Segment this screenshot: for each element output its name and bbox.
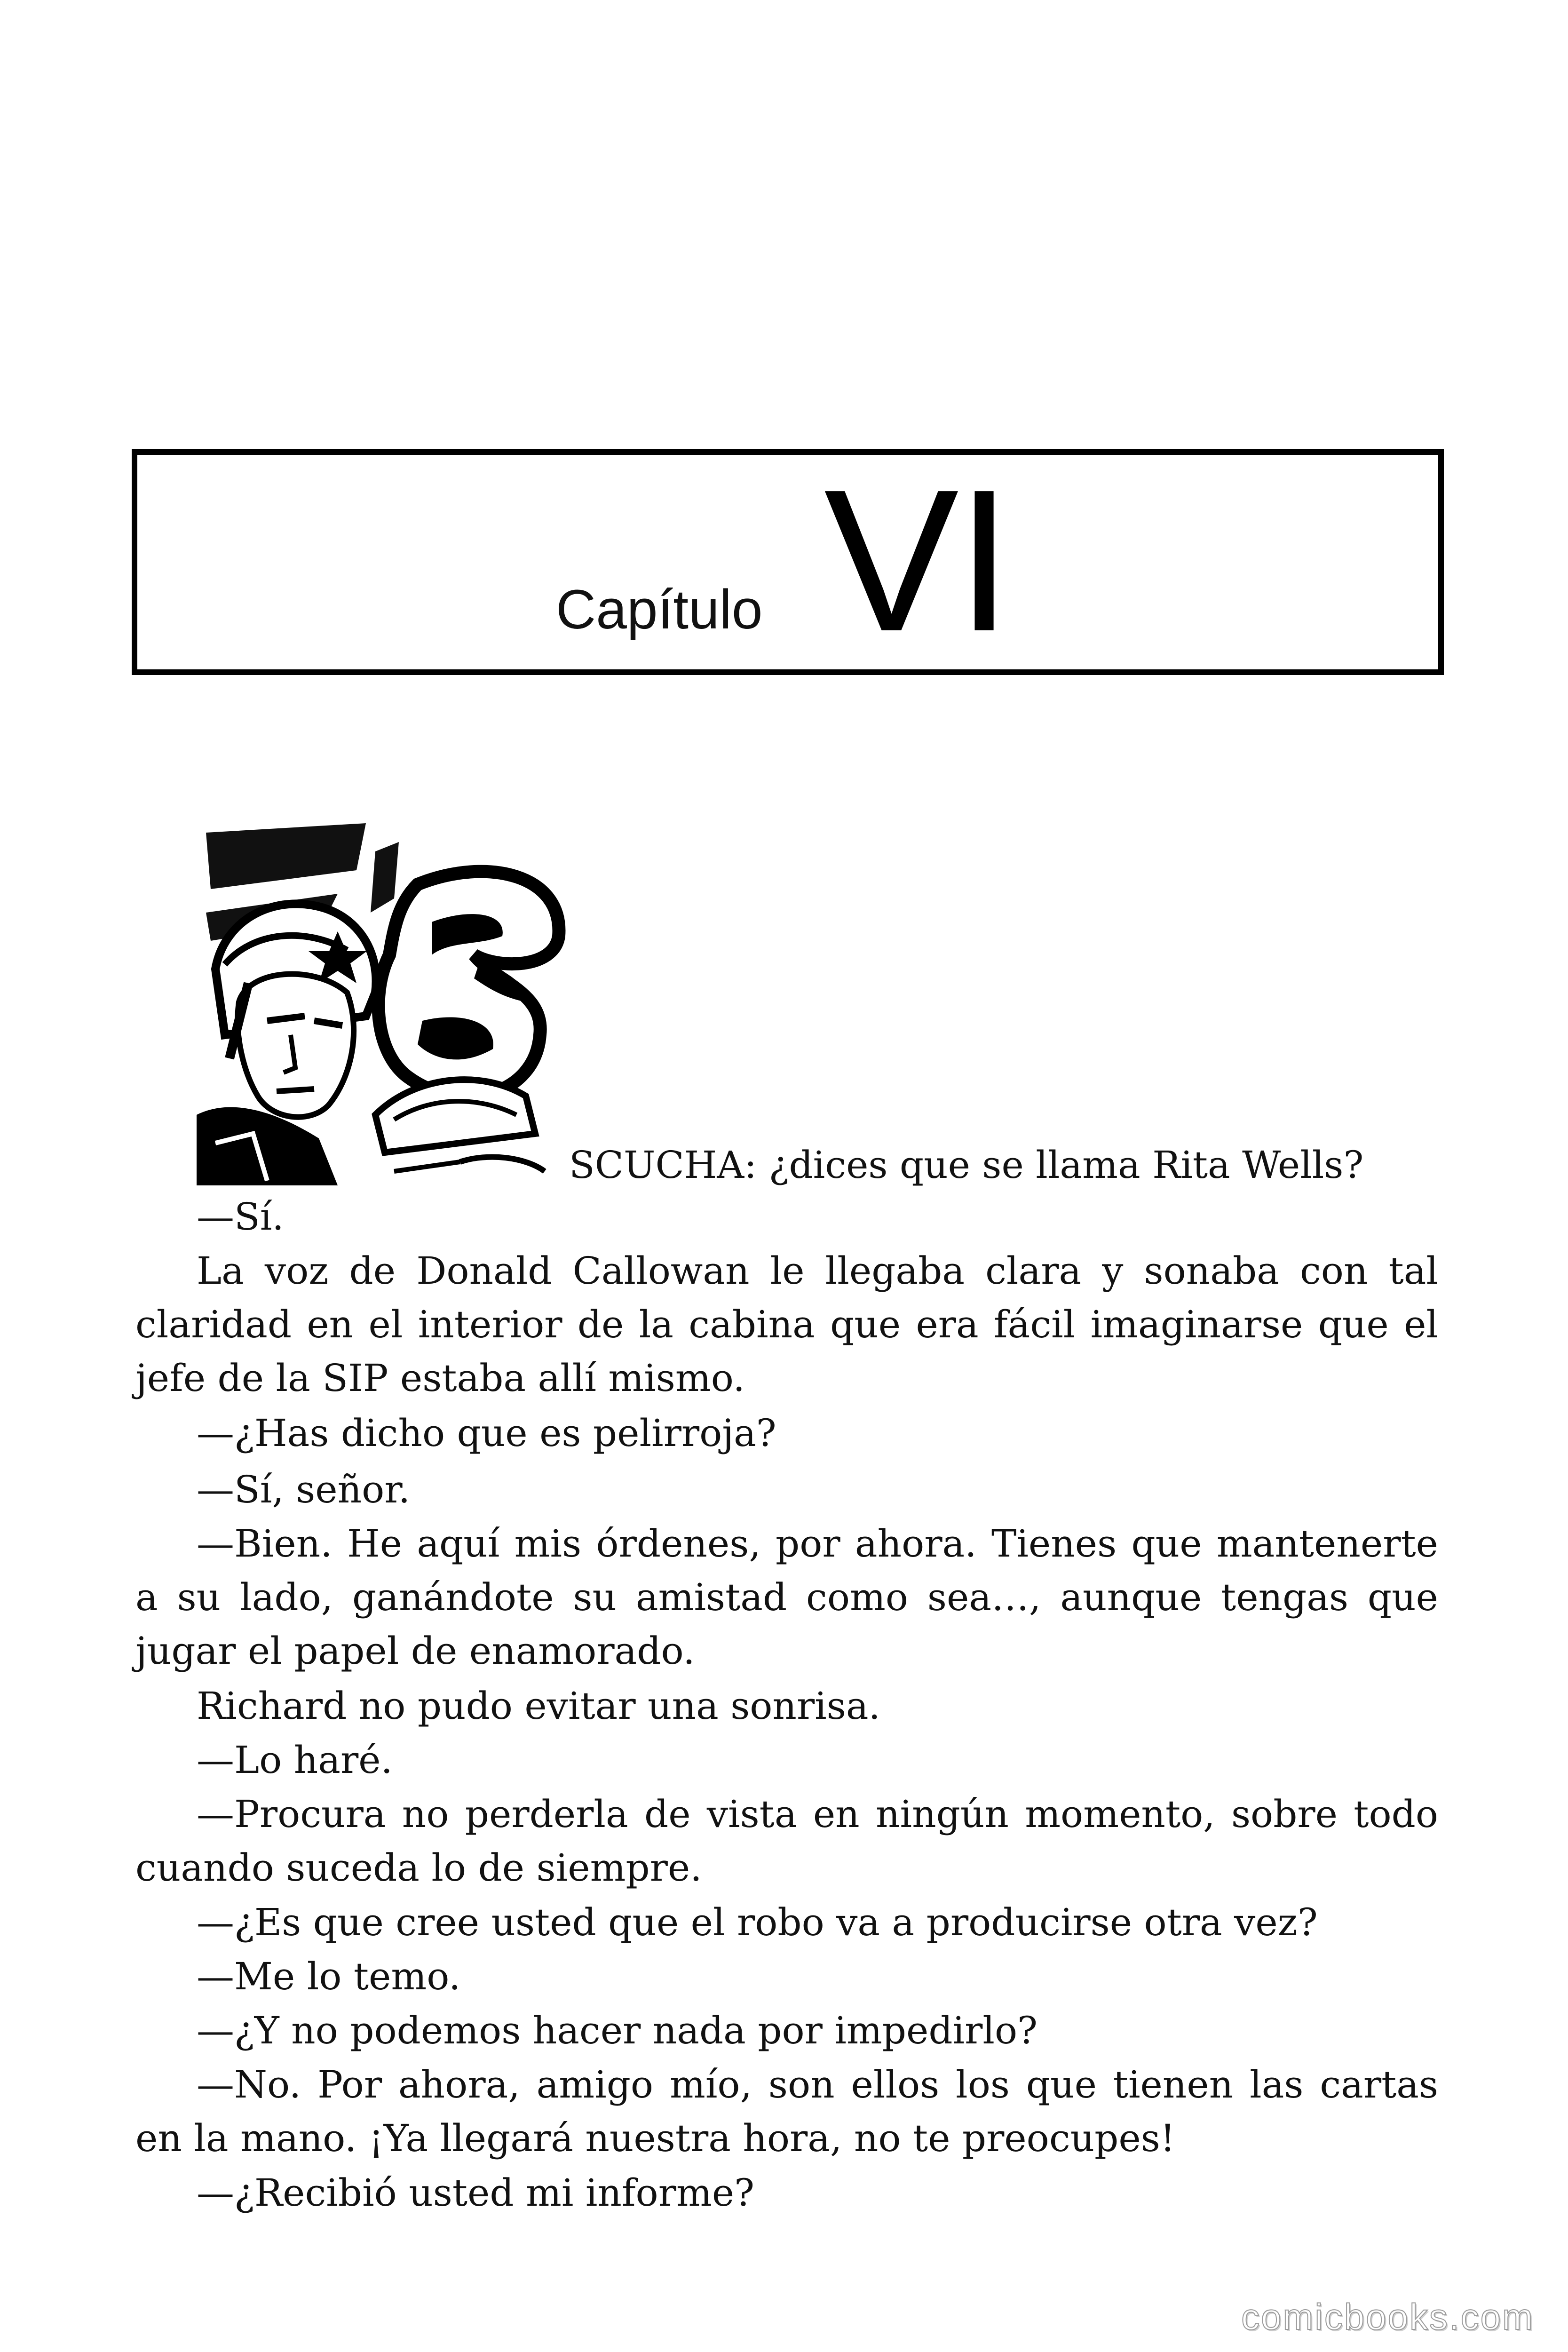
paragraph: —Sí. <box>197 1195 284 1239</box>
paragraph: —¿Has dicho que es pelirroja? <box>197 1411 776 1455</box>
paragraph: —¿Es que cree usted que el robo va a producirse otra vez? <box>197 1900 1318 1944</box>
paragraph: —Sí, señor. <box>197 1468 411 1511</box>
drop-cap-illustration-icon <box>197 814 568 1185</box>
paragraph: La voz de Donald Callowan le llegaba clara y sonaba con tal claridad en el interior de la cabina que era fácil imaginarse que el jefe de la SIP estaba allí mismo. <box>135 1249 1438 1400</box>
paragraph: —¿Y no podemos hacer nada por impedirlo? <box>197 2009 1038 2052</box>
watermark: comicbooks.com <box>1241 2296 1534 2337</box>
paragraph: —Lo haré. <box>197 1738 393 1782</box>
chapter-label: Capítulo <box>556 579 763 641</box>
chapter-heading-box <box>132 449 1444 675</box>
paragraph: —Procura no perderla de vista en ningún momento, sobre todo cuando suceda lo de siempre. <box>135 1792 1438 1890</box>
paragraph: Richard no pudo evitar una sonrisa. <box>197 1684 880 1728</box>
paragraph: —¿Recibió usted mi informe? <box>197 2171 755 2215</box>
paragraph: —Bien. He aquí mis órdenes, por ahora. Tienes que mantenerte a su lado, ganándote su amistad como sea…, aunque tengas que jugar el papel de enamorado. <box>135 1522 1438 1673</box>
paragraph: —Me lo temo. <box>197 1955 461 1998</box>
paragraph: —No. Por ahora, amigo mío, son ellos los que tienen las cartas en la mano. ¡Ya llegará nuestra hora, no te preocupes! <box>135 2063 1438 2160</box>
first-line-text: SCUCHA: ¿dices que se llama Rita Wells? <box>569 1143 1364 1187</box>
chapter-number: VI <box>824 448 1010 674</box>
